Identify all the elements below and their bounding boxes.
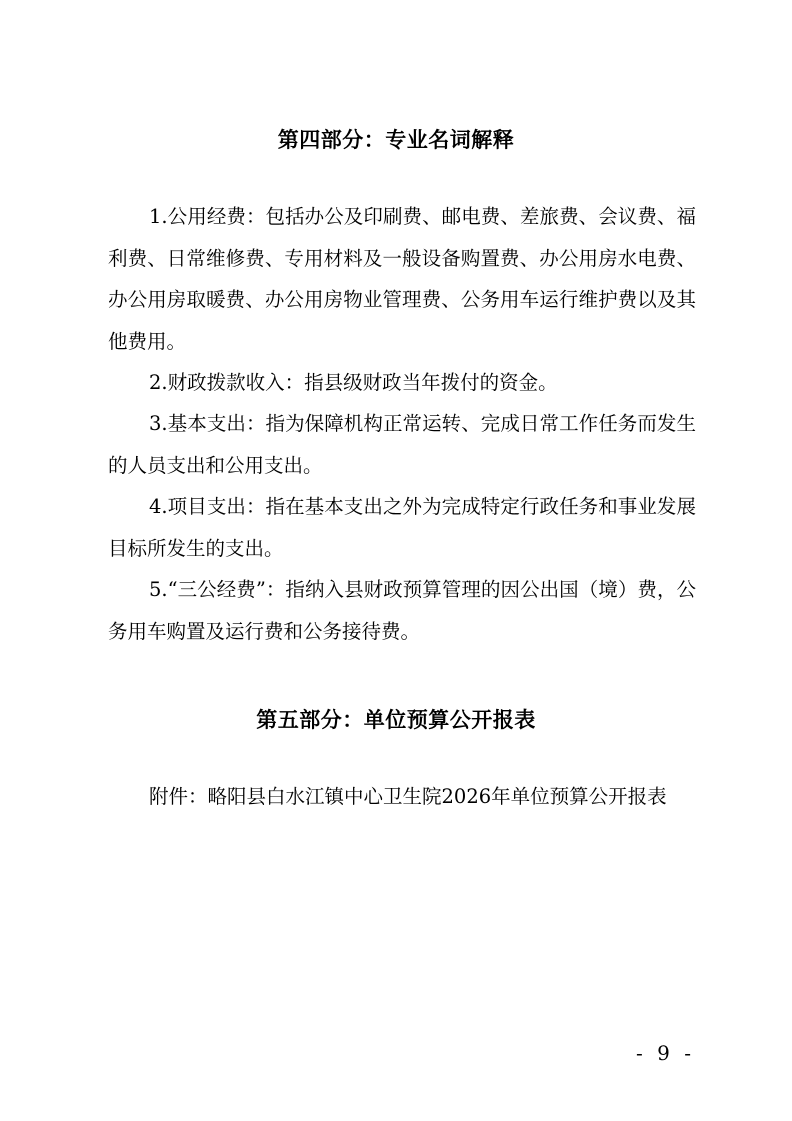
definition-project-expenditure: 4.项目支出：指在基本支出之外为完成特定行政任务和事业发展目标所发生的支出。: [108, 495, 696, 560]
definition-basic-expenditure: 3.基本支出：指为保障机构正常运转、完成日常工作任务而发生的人员支出和公用支出。: [108, 412, 696, 477]
section-5-heading: 第五部分：单位预算公开报表: [256, 708, 536, 732]
definition-three-public-expenses: 5.“三公经费”：指纳入县财政预算管理的因公出国（境）费，公务用车购置及运行费和公务接待费。: [108, 578, 696, 643]
definition-public-expenses: 1.公用经费：包括办公及印刷费、邮电费、差旅费、会议费、福利费、日常维修费、专用材料及一般设备购置费、办公用房水电费、办公用房取暖费、办公用房物业管理费、公务用车运行维护费以及其他费用。: [108, 205, 696, 353]
page-number: - 9 -: [636, 1041, 695, 1065]
definition-fiscal-appropriation-income: 2.财政拨款收入：指县级财政当年拨付的资金。: [149, 371, 558, 394]
attachment-note: 附件：略阳县白水江镇中心卫生院2026年单位预算公开报表: [149, 785, 667, 808]
section-4-heading: 第四部分：专业名词解释: [277, 128, 515, 152]
